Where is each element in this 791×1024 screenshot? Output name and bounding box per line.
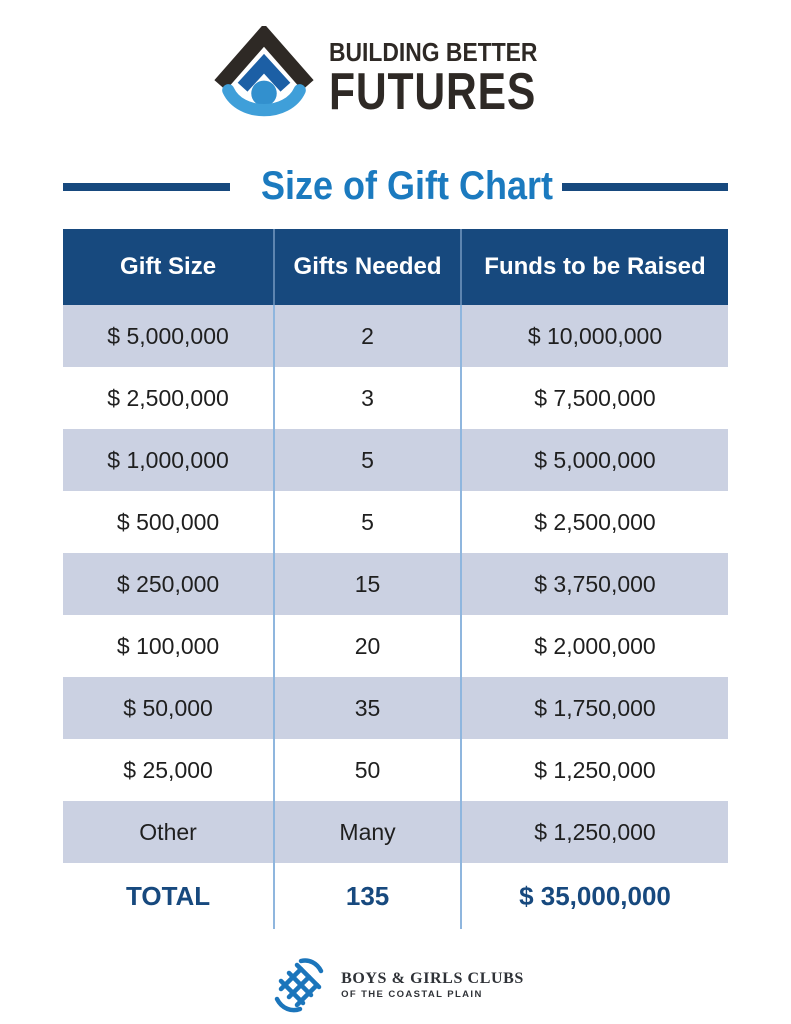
cell-funds-raised: $ 3,750,000 xyxy=(534,570,656,597)
campaign-logo-line2: FUTURES xyxy=(329,62,537,121)
table-header-row xyxy=(63,229,728,305)
title-divider-left xyxy=(63,183,230,191)
gift-size-table xyxy=(63,229,728,929)
cell-gifts-needed: Many xyxy=(275,801,462,863)
cell-gift-size: $ 100,000 xyxy=(63,615,275,677)
table-row xyxy=(63,491,728,553)
building-better-futures-icon xyxy=(209,26,319,128)
column-header-gift-size: Gift Size xyxy=(63,229,275,305)
total-funds-raised: $ 35,000,000 xyxy=(519,880,671,911)
column-header-gifts-needed: Gifts Needed xyxy=(275,229,462,305)
cell-gifts-needed: 15 xyxy=(275,553,462,615)
table-row xyxy=(63,615,728,677)
cell-funds-raised: $ 7,500,000 xyxy=(534,384,656,411)
organization-logo xyxy=(0,955,791,1015)
table-rows xyxy=(63,305,728,863)
total-gifts-needed: 135 xyxy=(275,863,462,929)
bgc-hands-icon xyxy=(267,955,331,1015)
organization-subtitle: OF THE COASTAL PLAIN xyxy=(341,989,483,1000)
table-row xyxy=(63,553,728,615)
campaign-logo xyxy=(0,0,791,128)
cell-funds-raised: $ 1,250,000 xyxy=(534,818,656,845)
cell-gift-size: Other xyxy=(63,801,275,863)
cell-funds-raised: $ 2,000,000 xyxy=(534,632,656,659)
cell-gift-size: $ 5,000,000 xyxy=(63,305,275,367)
cell-funds-raised: $ 5,000,000 xyxy=(534,446,656,473)
cell-gift-size: $ 1,000,000 xyxy=(63,429,275,491)
table-row xyxy=(63,739,728,801)
cell-gifts-needed: 3 xyxy=(275,367,462,429)
table-total-row xyxy=(63,863,728,929)
cell-gifts-needed: 20 xyxy=(275,615,462,677)
cell-gift-size: $ 50,000 xyxy=(63,677,275,739)
table-row xyxy=(63,305,728,367)
organization-name: BOYS & GIRLS CLUBS xyxy=(341,970,524,987)
cell-funds-raised: $ 10,000,000 xyxy=(527,322,663,349)
cell-gift-size: $ 25,000 xyxy=(63,739,275,801)
cell-gift-size: $ 500,000 xyxy=(63,491,275,553)
cell-funds-raised: $ 2,500,000 xyxy=(534,508,656,535)
cell-gifts-needed: 2 xyxy=(275,305,462,367)
cell-funds-raised: $ 1,250,000 xyxy=(534,756,656,783)
column-header-funds-raised: Funds to be Raised xyxy=(484,253,706,280)
table-row xyxy=(63,677,728,739)
cell-funds-raised: $ 1,750,000 xyxy=(534,694,656,721)
campaign-logo-text xyxy=(329,36,582,121)
campaign-logo-line1: BUILDING BETTER xyxy=(329,36,538,67)
cell-gifts-needed: 50 xyxy=(275,739,462,801)
cell-gifts-needed: 35 xyxy=(275,677,462,739)
table-row xyxy=(63,367,728,429)
title-divider-right xyxy=(562,183,729,191)
title-row xyxy=(63,164,728,209)
organization-text xyxy=(341,970,524,1000)
cell-gift-size: $ 250,000 xyxy=(63,553,275,615)
cell-gifts-needed: 5 xyxy=(275,429,462,491)
page-title: Size of Gift Chart xyxy=(260,164,553,208)
cell-gift-size: $ 2,500,000 xyxy=(63,367,275,429)
table-row xyxy=(63,429,728,491)
total-label: TOTAL xyxy=(63,863,275,929)
cell-gifts-needed: 5 xyxy=(275,491,462,553)
table-row xyxy=(63,801,728,863)
